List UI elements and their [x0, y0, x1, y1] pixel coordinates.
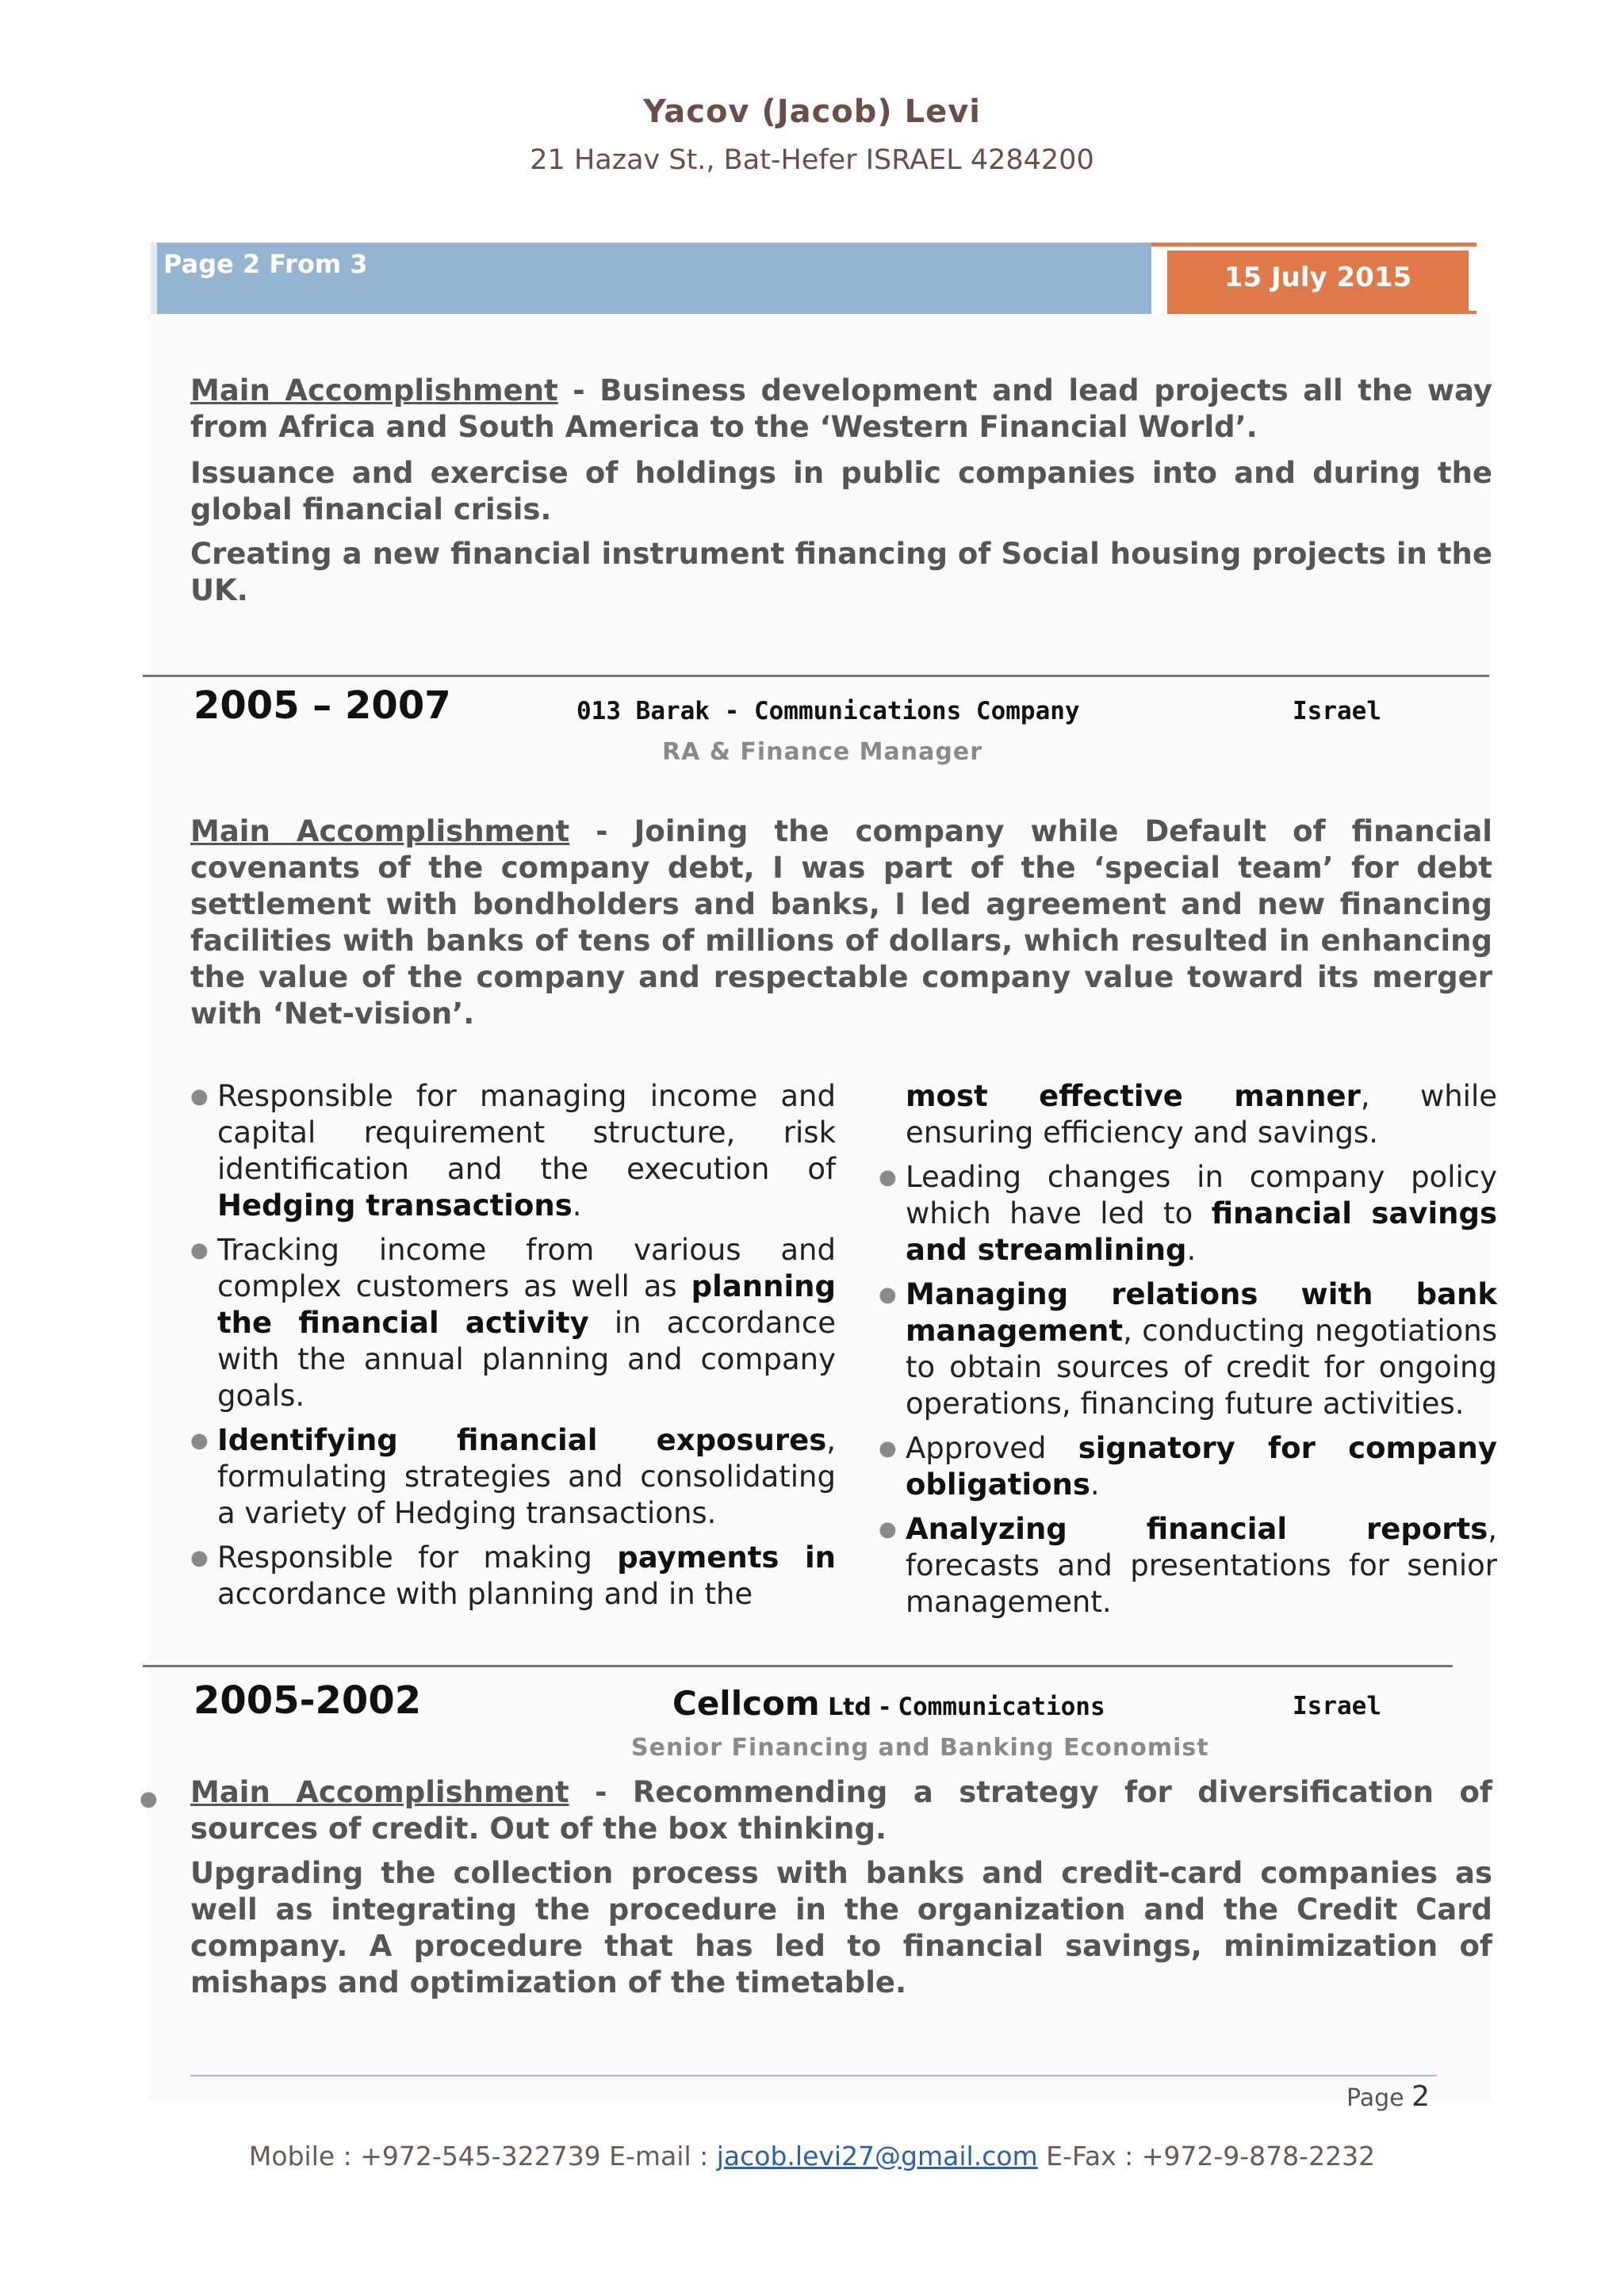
efax-text: E-Fax : +972-9-878-2232	[1037, 2141, 1376, 2172]
job1-left-column	[190, 1078, 836, 1621]
item-highlight: Managing relations with bank management	[906, 1277, 1497, 1348]
item-highlight: most effective manner	[906, 1079, 1361, 1113]
page-banner-edge	[151, 243, 157, 314]
list-item	[190, 1540, 836, 1613]
company-type: Communications	[898, 1693, 1105, 1721]
list-item	[879, 1430, 1497, 1503]
accomplishment-paragraph-3: Creating a new financial instrument financing of Social housing projects in the UK.	[190, 537, 1492, 607]
page-number	[1346, 2080, 1430, 2113]
item-text: Responsible for making	[217, 1540, 618, 1575]
bullet-icon: ●	[140, 1787, 158, 1811]
item-highlight: Hedging transactions	[217, 1188, 573, 1223]
mobile-text: Mobile : +972-545-322739 E-mail :	[248, 2141, 717, 2172]
accomplishment-paragraph-2: Issuance and exercise of holdings in public companies into and during the global financial crisis.	[190, 456, 1492, 526]
item-text: accordance with planning and in the	[217, 1577, 753, 1611]
bullet-icon: ●	[190, 1085, 209, 1108]
item-text: .	[1186, 1233, 1197, 1267]
footer-divider	[190, 2075, 1437, 2076]
item-highlight: planning the financial activity	[217, 1269, 836, 1340]
bullet-icon: ●	[190, 1546, 209, 1570]
page-of-label: Page 2 From 3	[163, 249, 368, 279]
item-highlight: signatory for company obligations	[906, 1431, 1497, 1502]
bullet-icon: ●	[190, 1238, 209, 1262]
item-text: , conducting negotiations to obtain sources of credit for ongoing operations, financing future activities.	[906, 1314, 1497, 1421]
accomplishment-text: - Joining the company while Default of financial covenants of the company debt, I was part of the ‘special team’ for debt settlement with bondholders and banks, I led agreement and new financing facilities with banks of tens of millions of dollars, which resulted in enhancing the value of the company and respectable company value toward its merger with ‘Net-vision’.	[190, 814, 1492, 1031]
main-accomplishment-label: Main Accomplishment	[190, 814, 570, 848]
top-accomplishment-paragraph	[190, 373, 1492, 446]
item-text: .	[572, 1188, 582, 1223]
email-link[interactable]: jacob.levi27@gmail.com	[716, 2141, 1038, 2172]
page-number-value: 2	[1411, 2080, 1431, 2113]
job2-accomplishment-paragraph-2: Upgrading the collection process with banks and credit-card companies as well as integrating the procedure in the organization and the Credit Card company. A procedure that has led to financial savings, minimization of mishaps and optimization of the timetable.	[190, 1856, 1492, 1999]
item-highlight: payments in	[617, 1540, 836, 1575]
accomplishment-text: - Business development and lead projects all the way from Africa and South America to the ‘Western Financial World’.	[190, 373, 1492, 444]
item-text: , formulating strategies and consolidating a variety of Hedging transactions.	[217, 1423, 836, 1530]
job2-role: Senior Financing and Banking Economist	[631, 1734, 1209, 1762]
item-highlight: Analyzing financial reports	[906, 1512, 1488, 1546]
bullet-icon: ●	[190, 1429, 209, 1452]
job1-right-column	[879, 1078, 1497, 1628]
list-item	[879, 1511, 1497, 1621]
job1-accomplishment-paragraph	[190, 813, 1492, 1032]
company-name: Cellcom	[672, 1684, 820, 1723]
page-word: Page	[1346, 2084, 1412, 2112]
date-banner-corner	[1469, 311, 1477, 314]
job2-accomplishment-paragraph	[190, 1774, 1492, 1847]
candidate-address: 21 Hazav St., Bat-Hefer ISRAEL 4284200	[530, 144, 1094, 176]
main-accomplishment-label: Main Accomplishment	[190, 373, 558, 408]
item-text: Leading changes in company policy which have led to	[906, 1160, 1497, 1230]
job1-company: 013 Barak - Communications Company	[576, 697, 1080, 725]
job1-role: RA & Finance Manager	[662, 738, 982, 766]
bullet-icon: ●	[879, 1437, 897, 1460]
job2-company	[672, 1684, 1105, 1723]
bullet-icon: ●	[879, 1165, 897, 1189]
list-item	[190, 1422, 836, 1532]
item-text: , forecasts and presentations for senior management.	[906, 1512, 1497, 1619]
item-text: Responsible for managing income and capital requirement structure, risk identification and the execution of	[217, 1079, 836, 1186]
item-highlight: Identifying financial exposures	[217, 1423, 827, 1457]
job1-years: 2005 – 2007	[193, 683, 451, 728]
document-date: 15 July 2015	[1224, 262, 1412, 293]
item-text: , while ensuring efficiency and savings.	[906, 1079, 1497, 1150]
main-accomplishment-label: Main Accomplishment	[190, 1775, 569, 1809]
list-item	[879, 1276, 1497, 1422]
date-banner-top-line	[1151, 243, 1477, 247]
list-item	[190, 1078, 836, 1224]
job2-years: 2005-2002	[193, 1678, 422, 1723]
item-text: .	[1090, 1468, 1100, 1502]
company-suffix: Ltd -	[819, 1693, 898, 1721]
job1-country: Israel	[1293, 697, 1381, 725]
item-text: in accordance with the annual planning and company goals.	[217, 1306, 836, 1413]
item-highlight: financial savings and streamlining	[906, 1196, 1497, 1267]
list-item	[879, 1159, 1497, 1269]
section-divider	[143, 1665, 1453, 1667]
list-item-continued	[906, 1078, 1497, 1151]
list-item	[190, 1232, 836, 1414]
job2-country: Israel	[1293, 1692, 1381, 1720]
item-text: Approved	[906, 1431, 1078, 1465]
contact-line	[0, 2141, 1624, 2172]
item-text: Tracking income from various and complex customers as well as	[217, 1233, 836, 1303]
bullet-icon: ●	[879, 1517, 897, 1541]
bullet-icon: ●	[879, 1283, 897, 1307]
accomplishment-text: - Recommending a strategy for diversification of sources of credit. Out of the box thinking.	[190, 1775, 1492, 1846]
section-divider	[143, 675, 1489, 677]
candidate-name: Yacov (Jacob) Levi	[642, 94, 982, 130]
